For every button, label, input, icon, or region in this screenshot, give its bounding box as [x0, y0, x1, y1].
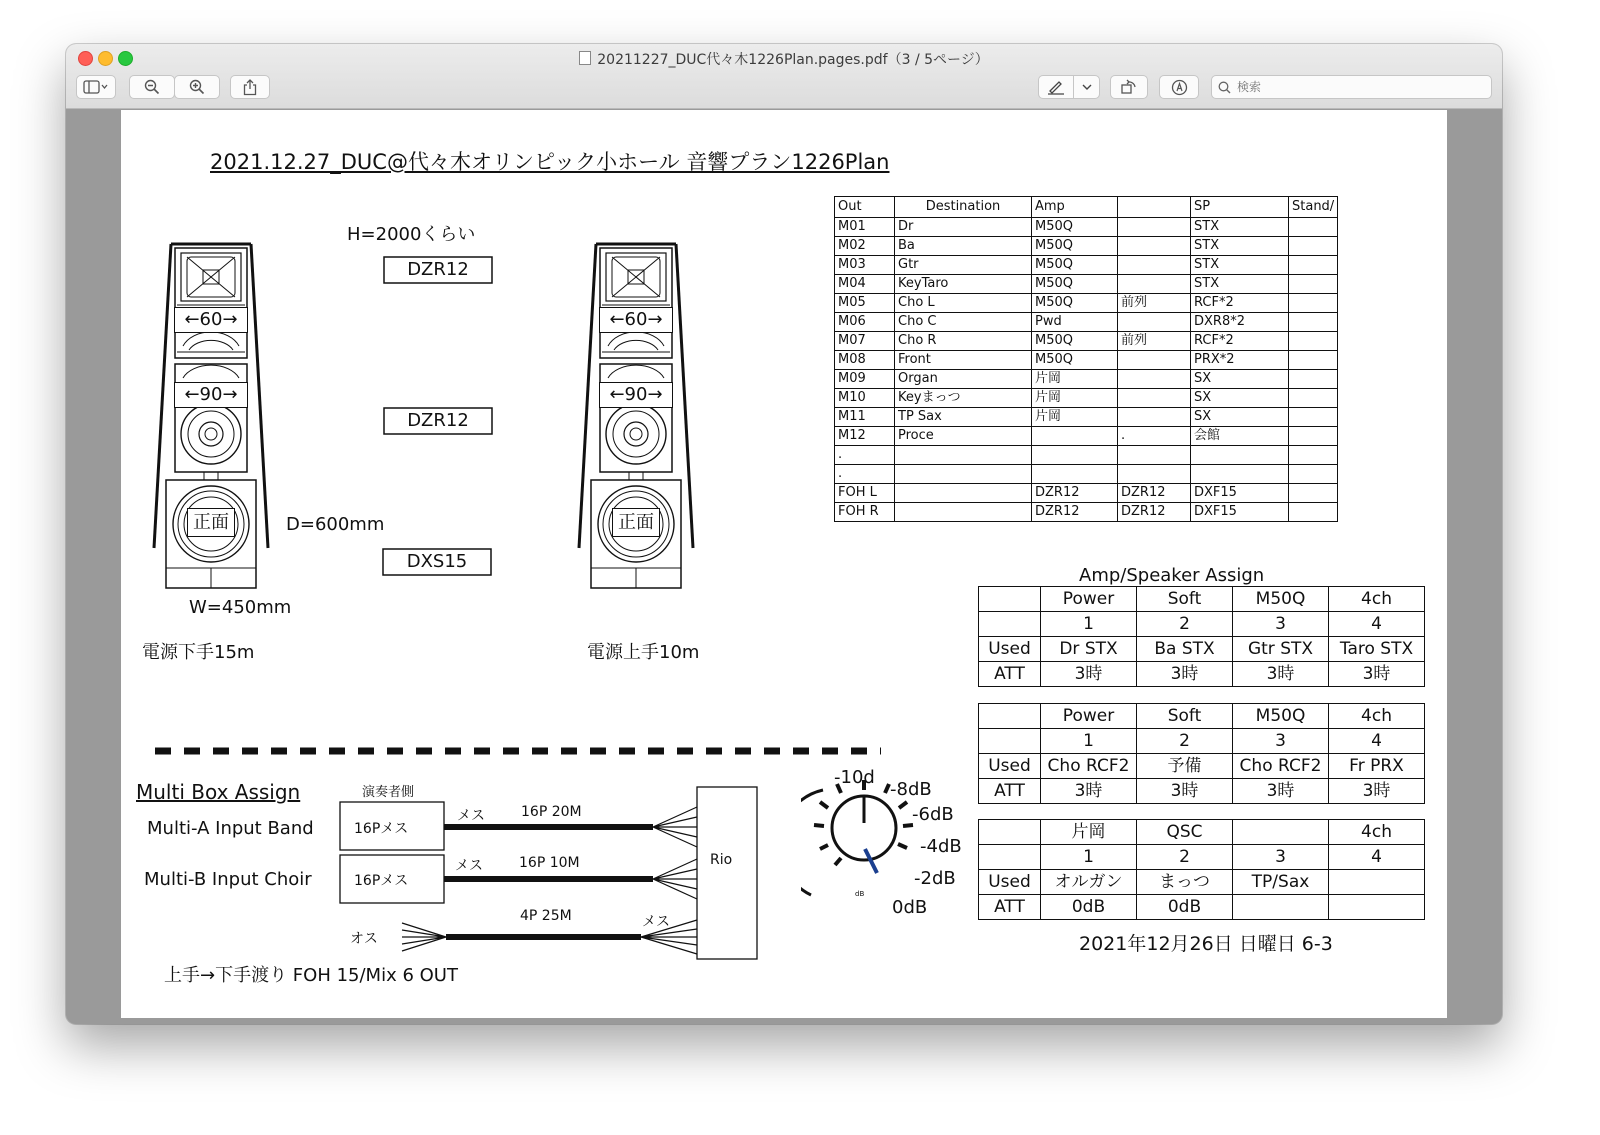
zoom-in-button[interactable] — [174, 75, 220, 99]
front-label-right: 正面 — [612, 508, 660, 537]
table-cell — [1118, 446, 1191, 465]
table-row — [979, 662, 1425, 687]
label-dzr12-mid: DZR12 — [407, 410, 469, 431]
table-cell — [1191, 465, 1289, 484]
table-cell: DXR8*2 — [1191, 313, 1289, 332]
table-cell — [895, 503, 1032, 522]
table-cell: STX — [1191, 237, 1289, 256]
output-table — [834, 196, 1338, 522]
table-cell: DXF15 — [1191, 503, 1289, 522]
table-cell: M05 — [835, 294, 895, 313]
power-right-note: 電源上手10m — [587, 642, 700, 663]
table-cell: M01 — [835, 218, 895, 237]
table-cell: ATT — [979, 895, 1041, 920]
table-cell: 片岡 — [1032, 408, 1118, 427]
table-cell: 3時 — [1233, 779, 1329, 804]
table-cell: PRX*2 — [1191, 351, 1289, 370]
table-cell — [1233, 895, 1329, 920]
table-cell — [1118, 370, 1191, 389]
table-row — [835, 351, 1338, 370]
table-cell: 2 — [1137, 729, 1233, 754]
table-cell: M11 — [835, 408, 895, 427]
table-cell: Power — [1041, 587, 1137, 612]
search-icon — [1218, 81, 1231, 94]
table-cell: Taro STX — [1329, 637, 1425, 662]
table-cell: Proce — [895, 427, 1032, 446]
dial-inner-label: dB — [855, 890, 865, 898]
table-cell: Ba STX — [1137, 637, 1233, 662]
output-table-header-cell — [1118, 197, 1191, 218]
table-cell — [1289, 351, 1338, 370]
angle-label-left-mid: ←90→ — [174, 382, 248, 408]
label-dxs15: DXS15 — [406, 551, 468, 572]
table-cell: 4ch — [1329, 820, 1425, 845]
table-cell: 3時 — [1137, 662, 1233, 687]
table-cell: QSC — [1137, 820, 1233, 845]
pen-icon — [1047, 79, 1065, 95]
table-row — [835, 332, 1338, 351]
table-cell — [1118, 218, 1191, 237]
table-cell: Keyまっつ — [895, 389, 1032, 408]
angle-label-left-top: ←60→ — [174, 307, 248, 333]
table-cell — [1289, 427, 1338, 446]
table-row — [835, 370, 1338, 389]
table-row — [979, 820, 1425, 845]
dial-label-6: -6dB — [912, 804, 954, 825]
table-cell: STX — [1191, 218, 1289, 237]
markup-button[interactable] — [1038, 75, 1074, 99]
table-cell: SX — [1191, 408, 1289, 427]
table-cell — [1289, 484, 1338, 503]
table-cell: まっつ — [1137, 870, 1233, 895]
table-cell — [895, 446, 1032, 465]
label-dzr12-top: DZR12 — [407, 259, 469, 280]
table-row — [835, 503, 1338, 522]
table-cell — [1289, 389, 1338, 408]
search-input[interactable] — [1235, 79, 1469, 95]
table-cell: Soft — [1137, 587, 1233, 612]
table-cell: 会館 — [1191, 427, 1289, 446]
table-cell: SX — [1191, 389, 1289, 408]
box-b-label: 16Pメス — [354, 873, 409, 889]
angle-label-right-top: ←60→ — [599, 307, 673, 333]
table-cell: Cho R — [895, 332, 1032, 351]
cable-c-label: 4P 25M — [520, 908, 572, 924]
table-cell: 前列 — [1118, 294, 1191, 313]
table-cell: 0dB — [1137, 895, 1233, 920]
table-cell — [979, 845, 1041, 870]
table-cell: 2 — [1137, 612, 1233, 637]
male-label: オス — [350, 931, 378, 947]
table-cell: 3 — [1233, 729, 1329, 754]
table-cell: DZR12 — [1118, 503, 1191, 522]
table-cell: ATT — [979, 662, 1041, 687]
table-cell — [1118, 389, 1191, 408]
output-table-header-cell: Destination — [895, 197, 1032, 218]
table-cell: M09 — [835, 370, 895, 389]
table-cell: KeyTaro — [895, 275, 1032, 294]
table-cell: M04 — [835, 275, 895, 294]
markup-toolbar-icon — [1171, 79, 1188, 96]
multibox-diagram — [121, 110, 901, 1018]
table-cell: M50Q — [1032, 351, 1118, 370]
table-row — [979, 754, 1425, 779]
amp-assign-table-1 — [978, 586, 1425, 687]
table-cell — [979, 729, 1041, 754]
window-title-text: 20211227_DUC代々木1226Plan.pages.pdf（3 / 5ページ） — [597, 52, 989, 68]
table-row — [835, 389, 1338, 408]
table-cell: ATT — [979, 779, 1041, 804]
table-cell — [1032, 446, 1118, 465]
table-cell — [1329, 895, 1425, 920]
table-cell — [1118, 275, 1191, 294]
cable-a-label: 16P 20M — [521, 804, 582, 820]
table-cell: 3時 — [1137, 779, 1233, 804]
rotate-button[interactable] — [1110, 75, 1148, 99]
table-cell: Gtr — [895, 256, 1032, 275]
dial-label-10: -10d — [834, 767, 875, 788]
table-cell: Soft — [1137, 704, 1233, 729]
output-table-header-cell: SP — [1191, 197, 1289, 218]
height-note: H=2000くらい — [347, 224, 476, 245]
table-cell: Ba — [895, 237, 1032, 256]
table-cell: M50Q — [1032, 218, 1118, 237]
box-a-label: 16Pメス — [354, 821, 409, 837]
table-cell: M02 — [835, 237, 895, 256]
table-row — [835, 313, 1338, 332]
output-table-header-cell: Out — [835, 197, 895, 218]
amp-assign-table-3 — [978, 819, 1425, 920]
output-table-header-cell: Amp — [1032, 197, 1118, 218]
table-cell: M50Q — [1233, 587, 1329, 612]
table-cell — [1032, 427, 1118, 446]
cable-b-label: 16P 10M — [519, 855, 580, 871]
table-cell: M50Q — [1032, 275, 1118, 294]
table-row — [835, 427, 1338, 446]
table-cell: 1 — [1041, 612, 1137, 637]
markup-menu-button[interactable] — [1073, 75, 1100, 99]
table-cell: TP Sax — [895, 408, 1032, 427]
table-cell: DZR12 — [1032, 484, 1118, 503]
table-row — [835, 465, 1338, 484]
table-cell — [1118, 237, 1191, 256]
table-cell: 1 — [1041, 845, 1137, 870]
sidebar-toggle-button[interactable] — [76, 75, 116, 99]
table-cell — [979, 612, 1041, 637]
table-cell: 0dB — [1041, 895, 1137, 920]
table-cell — [1118, 408, 1191, 427]
table-cell: 4 — [1329, 845, 1425, 870]
table-cell — [895, 465, 1032, 484]
table-row — [835, 408, 1338, 427]
depth-note: D=600mm — [286, 514, 385, 535]
zoom-out-button[interactable] — [129, 75, 175, 99]
chevron-down-icon — [1082, 83, 1092, 91]
table-cell: 予備 — [1137, 754, 1233, 779]
table-row — [979, 587, 1425, 612]
share-button[interactable] — [230, 75, 270, 99]
table-cell — [1118, 351, 1191, 370]
window-title — [66, 49, 1502, 69]
sidebar-icon — [83, 80, 109, 94]
table-row — [979, 895, 1425, 920]
table-cell: Fr PRX — [1329, 754, 1425, 779]
multi-b-label: Multi-B Input Choir — [144, 869, 312, 890]
table-cell: 前列 — [1118, 332, 1191, 351]
output-table-header — [835, 197, 1338, 218]
search-field[interactable] — [1211, 75, 1492, 99]
table-cell — [1118, 465, 1191, 484]
table-cell: STX — [1191, 275, 1289, 294]
table-cell — [1289, 218, 1338, 237]
table-cell — [1289, 465, 1338, 484]
table-cell: DXF15 — [1191, 484, 1289, 503]
table-cell — [1289, 408, 1338, 427]
date-note: 2021年12月26日 日曜日 6-3 — [1079, 933, 1333, 955]
table-cell: . — [835, 446, 895, 465]
table-cell — [1289, 294, 1338, 313]
table-cell — [1329, 870, 1425, 895]
dial-label-0: 0dB — [892, 897, 928, 918]
table-row — [835, 446, 1338, 465]
table-row — [835, 218, 1338, 237]
table-cell — [1032, 465, 1118, 484]
table-cell: オルガン — [1041, 870, 1137, 895]
table-cell: 3時 — [1329, 779, 1425, 804]
table-cell: M50Q — [1032, 237, 1118, 256]
table-row — [979, 612, 1425, 637]
table-cell — [1289, 446, 1338, 465]
table-cell: Organ — [895, 370, 1032, 389]
table-cell — [1191, 446, 1289, 465]
table-cell: Pwd — [1032, 313, 1118, 332]
page-heading: 2021.12.27_DUC@代々木オリンピック小ホール 音響プラン1226Plan — [210, 150, 890, 174]
table-cell: Cho RCF2 — [1041, 754, 1137, 779]
front-label-left: 正面 — [187, 508, 235, 537]
table-cell — [1289, 332, 1338, 351]
table-cell: Cho L — [895, 294, 1032, 313]
table-cell: 3 — [1233, 845, 1329, 870]
table-cell: . — [1118, 427, 1191, 446]
table-cell: 3時 — [1041, 779, 1137, 804]
table-cell: DZR12 — [1118, 484, 1191, 503]
dial-label-2: -2dB — [914, 868, 956, 889]
table-cell: M08 — [835, 351, 895, 370]
table-row — [979, 729, 1425, 754]
preview-window — [66, 44, 1502, 1024]
table-cell: Power — [1041, 704, 1137, 729]
table-cell: 4ch — [1329, 587, 1425, 612]
table-row — [835, 256, 1338, 275]
width-note: W=450mm — [189, 597, 292, 618]
table-cell: Gtr STX — [1233, 637, 1329, 662]
table-cell: RCF*2 — [1191, 294, 1289, 313]
amp-assign-table-2 — [978, 703, 1425, 804]
table-cell — [1289, 256, 1338, 275]
table-cell: . — [835, 465, 895, 484]
table-cell: M50Q — [1032, 332, 1118, 351]
table-cell: M50Q — [1032, 294, 1118, 313]
table-cell — [1118, 313, 1191, 332]
table-row — [979, 637, 1425, 662]
table-cell: FOH R — [835, 503, 895, 522]
table-cell: M06 — [835, 313, 895, 332]
table-row — [979, 704, 1425, 729]
table-cell — [1289, 275, 1338, 294]
rio-label: Rio — [710, 852, 733, 868]
table-cell: 3時 — [1233, 662, 1329, 687]
amp-assign-title: Amp/Speaker Assign — [1079, 565, 1265, 586]
multi-a-label: Multi-A Input Band — [147, 818, 314, 839]
table-cell: RCF*2 — [1191, 332, 1289, 351]
annotate-button[interactable] — [1159, 75, 1199, 99]
table-cell: Cho C — [895, 313, 1032, 332]
table-cell: 2 — [1137, 845, 1233, 870]
female-b-label: メス — [455, 858, 483, 874]
table-row — [979, 845, 1425, 870]
table-cell — [895, 484, 1032, 503]
table-cell: 4 — [1329, 612, 1425, 637]
table-cell: 4 — [1329, 729, 1425, 754]
table-cell: Used — [979, 870, 1041, 895]
pdf-file-icon — [579, 51, 591, 65]
table-cell: M50Q — [1032, 256, 1118, 275]
table-row — [835, 484, 1338, 503]
pdf-page — [121, 110, 1447, 1018]
table-cell: SX — [1191, 370, 1289, 389]
table-row — [979, 779, 1425, 804]
table-cell — [979, 587, 1041, 612]
table-row — [835, 294, 1338, 313]
share-icon — [243, 79, 257, 96]
performer-side-label: 演奏者側 — [362, 785, 415, 800]
table-cell — [1289, 503, 1338, 522]
table-row — [979, 870, 1425, 895]
table-cell: 片岡 — [1041, 820, 1137, 845]
table-cell: 片岡 — [1032, 389, 1118, 408]
table-cell — [1233, 820, 1329, 845]
zoom-in-icon — [189, 79, 205, 95]
table-cell: Cho RCF2 — [1233, 754, 1329, 779]
rotate-icon — [1120, 79, 1138, 95]
table-cell — [1289, 237, 1338, 256]
table-cell: FOH L — [835, 484, 895, 503]
table-cell: 3時 — [1041, 662, 1137, 687]
table-cell: TP/Sax — [1233, 870, 1329, 895]
table-cell: 3時 — [1329, 662, 1425, 687]
table-cell: Dr STX — [1041, 637, 1137, 662]
transfer-note: 上手→下手渡り FOH 15/Mix 6 OUT — [164, 965, 458, 986]
table-cell — [979, 820, 1041, 845]
table-cell: M10 — [835, 389, 895, 408]
table-cell: 1 — [1041, 729, 1137, 754]
multibox-title: Multi Box Assign — [136, 780, 301, 804]
table-cell — [1118, 256, 1191, 275]
title-bar — [66, 44, 1502, 109]
table-cell: M12 — [835, 427, 895, 446]
table-cell: M50Q — [1233, 704, 1329, 729]
zoom-out-icon — [144, 79, 160, 95]
table-cell — [979, 704, 1041, 729]
table-cell: M03 — [835, 256, 895, 275]
table-cell: 4ch — [1329, 704, 1425, 729]
table-cell: Used — [979, 754, 1041, 779]
table-cell: Used — [979, 637, 1041, 662]
table-row — [835, 237, 1338, 256]
table-cell — [1289, 370, 1338, 389]
table-cell: 片岡 — [1032, 370, 1118, 389]
output-table-header-cell: Stand/ — [1289, 197, 1338, 218]
power-left-note: 電源下手15m — [142, 642, 255, 663]
table-cell — [1289, 313, 1338, 332]
table-cell: 3 — [1233, 612, 1329, 637]
angle-label-right-mid: ←90→ — [599, 382, 673, 408]
table-cell: Dr — [895, 218, 1032, 237]
table-cell: STX — [1191, 256, 1289, 275]
table-cell: DZR12 — [1032, 503, 1118, 522]
table-row — [835, 275, 1338, 294]
female-a-label: メス — [457, 808, 485, 824]
female-c-label: メス — [642, 914, 670, 930]
dial-label-4: -4dB — [920, 836, 962, 857]
table-cell: Front — [895, 351, 1032, 370]
dial-label-8: -8dB — [890, 779, 932, 800]
table-cell: M07 — [835, 332, 895, 351]
